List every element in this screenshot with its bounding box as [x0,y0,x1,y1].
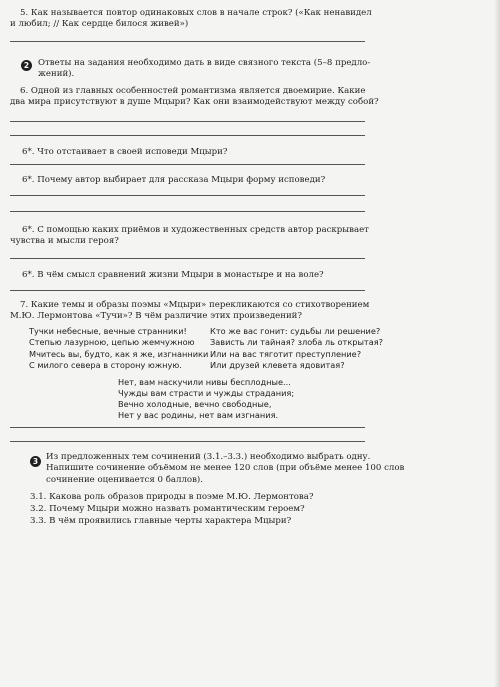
task-2-badge: 2 [21,60,32,71]
essay-topic: 3.1. Какова роль образов природы в поэме М.Ю. Лермонтова? [30,492,314,502]
answer-line [10,164,365,165]
poem-line: Степью лазурною, цепью жемчужною [29,337,195,347]
poem-line: Зависть ли тайная? злоба ль открытая? [210,337,383,347]
question-7-line1: 7. Какие темы и образы поэмы «Мцыри» перекликаются со стихотворением [20,300,370,310]
poem-line: Кто же вас гонит: судьбы ли решение? [210,326,381,336]
question-5-line2: и любил; // Как сердце билося живей») [10,19,189,29]
question-6d: 6*. В чём смысл сравнений жизни Мцыри в монастыре и на воле? [22,270,324,280]
question-6-line1: 6. Одной из главных особенностей романтизма является двоемирие. Какие [20,86,366,96]
poem-line: С милого севера в сторону южную. [29,360,182,370]
answer-line [10,121,365,122]
poem-line: Мчитесь вы, будто, как я же, изгнанники [29,349,209,359]
poem-line: Вечно холодные, вечно свободные, [118,399,272,409]
answer-line [10,211,365,212]
task-2-instruction-line1: Ответы на задания необходимо дать в виде связного текста (5–8 предло- [38,58,371,68]
poem-line: Нет у вас родины, нет вам изгнания. [118,410,279,420]
essay-topic: 3.2. Почему Мцыри можно назвать романтическим героем? [30,504,305,514]
question-7-line2: М.Ю. Лермонтова «Тучи»? В чём различие этих произведений? [10,311,303,321]
essay-topic: 3.3. В чём проявились главные черты характера Мцыри? [30,516,292,526]
answer-line [10,258,365,259]
answer-line [10,135,365,136]
poem-line: Нет, вам наскучили нивы бесплодные... [118,377,291,387]
question-6a: 6*. Что отстаивает в своей исповеди Мцыри? [22,147,228,157]
answer-line [10,41,365,42]
poem-line: Тучки небесные, вечные странники! [29,326,187,336]
question-6c-line1: 6*. С помощью каких приёмов и художественных средств автор раскрывает [22,225,369,235]
task-3-instruction-line2: Напишите сочинение объёмом не менее 120 слов (при объёме менее 100 слов [46,463,405,473]
question-6-line2: два мира присутствуют в душе Мцыри? Как они взаимодействуют между собой? [10,97,379,107]
task-3-instruction-line3: сочинение оценивается 0 баллов). [46,475,204,485]
task-2-instruction-line2: жений). [38,69,75,79]
poem-line: Или друзей клевета ядовитая? [210,360,345,370]
task-3-badge: 3 [30,456,41,467]
question-5-line1: 5. Как называется повтор одинаковых слов в начале строк? («Как ненавидел [20,8,372,18]
question-6b: 6*. Почему автор выбирает для рассказа Мцыри форму исповеди? [22,175,326,185]
poem-line: Чужды вам страсти и чужды страдания; [118,388,295,398]
scan-edge-shadow [494,0,500,687]
answer-line [10,441,365,442]
answer-line [10,195,365,196]
question-6c-line2: чувства и мысли героя? [10,236,119,246]
answer-line [10,427,365,428]
answer-line [10,290,365,291]
poem-line: Или на вас тяготит преступление? [210,349,362,359]
task-3-instruction-line1: Из предложенных тем сочинений (3.1.–3.3.) необходимо выбрать одну. [46,452,371,462]
